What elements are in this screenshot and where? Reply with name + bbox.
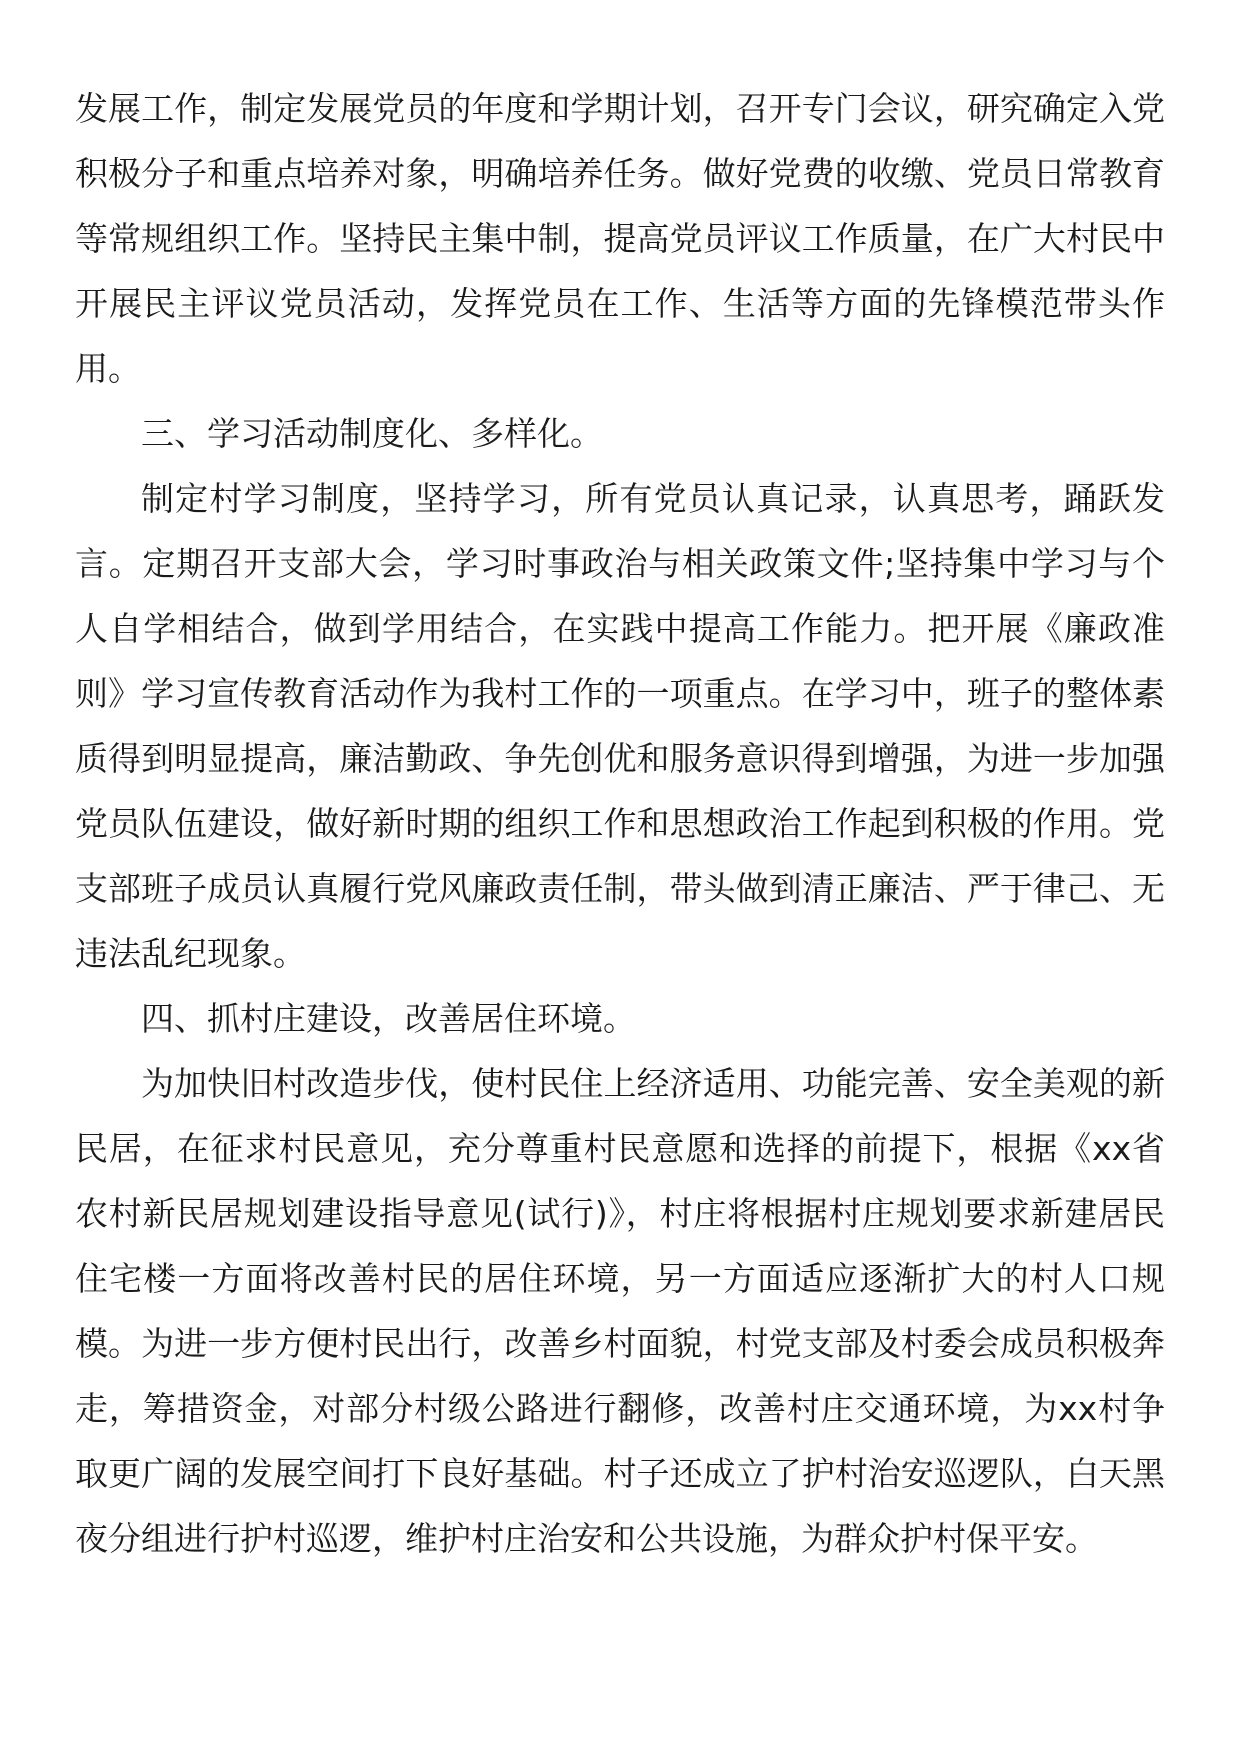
paragraph-continued: 发展工作，制定发展党员的年度和学期计划，召开专门会议，研究确定入党积极分子和重点培养对象，明确培养任务。做好党费的收缴、党员日常教育等常规组织工作。坚持民主集中制，提高党员评议工作质量，在广大村民中开展民主评议党员活动，发挥党员在工作、生活等方面的先锋模范带头作用。 <box>75 89 1165 388</box>
paragraph-village-construction: 为加快旧村改造步伐，使村民住上经济适用、功能完善、安全美观的新民居，在征求村民意见，充分尊重村民意愿和选择的前提下，根据《xx省农村新民居规划建设指导意见(试行)》，村庄将根据村庄规划要求新建居民住宅楼一方面将改善村民的居住环境，另一方面适应逐渐扩大的村人口规模。为进一步方便村民出行，改善乡村面貌，村党支部及村委会成员积极奔走，筹措资金，对部分村级公路进行翻修，改善村庄交通环境，为xx村争取更广阔的发展空间打下良好基础。村子还成立了护村治安巡逻队，白天黑夜分组进行护村巡逻，维护村庄治安和公共设施，为群众护村保平安。 <box>75 1064 1165 1558</box>
section-heading-three: 三、学习活动制度化、多样化。 <box>141 414 603 453</box>
document-body <box>75 76 1165 1571</box>
section-heading-four: 四、抓村庄建设，改善居住环境。 <box>141 999 636 1038</box>
paragraph-study-system: 制定村学习制度，坚持学习，所有党员认真记录，认真思考，踊跃发言。定期召开支部大会，学习时事政治与相关政策文件;坚持集中学习与个人自学相结合，做到学用结合，在实践中提高工作能力。把开展《廉政准则》学习宣传教育活动作为我村工作的一项重点。在学习中，班子的整体素质得到明显提高，廉洁勤政、争先创优和服务意识得到增强，为进一步加强党员队伍建设，做好新时期的组织工作和思想政治工作起到积极的作用。党支部班子成员认真履行党风廉政责任制，带头做到清正廉洁、严于律己、无违法乱纪现象。 <box>75 479 1165 973</box>
